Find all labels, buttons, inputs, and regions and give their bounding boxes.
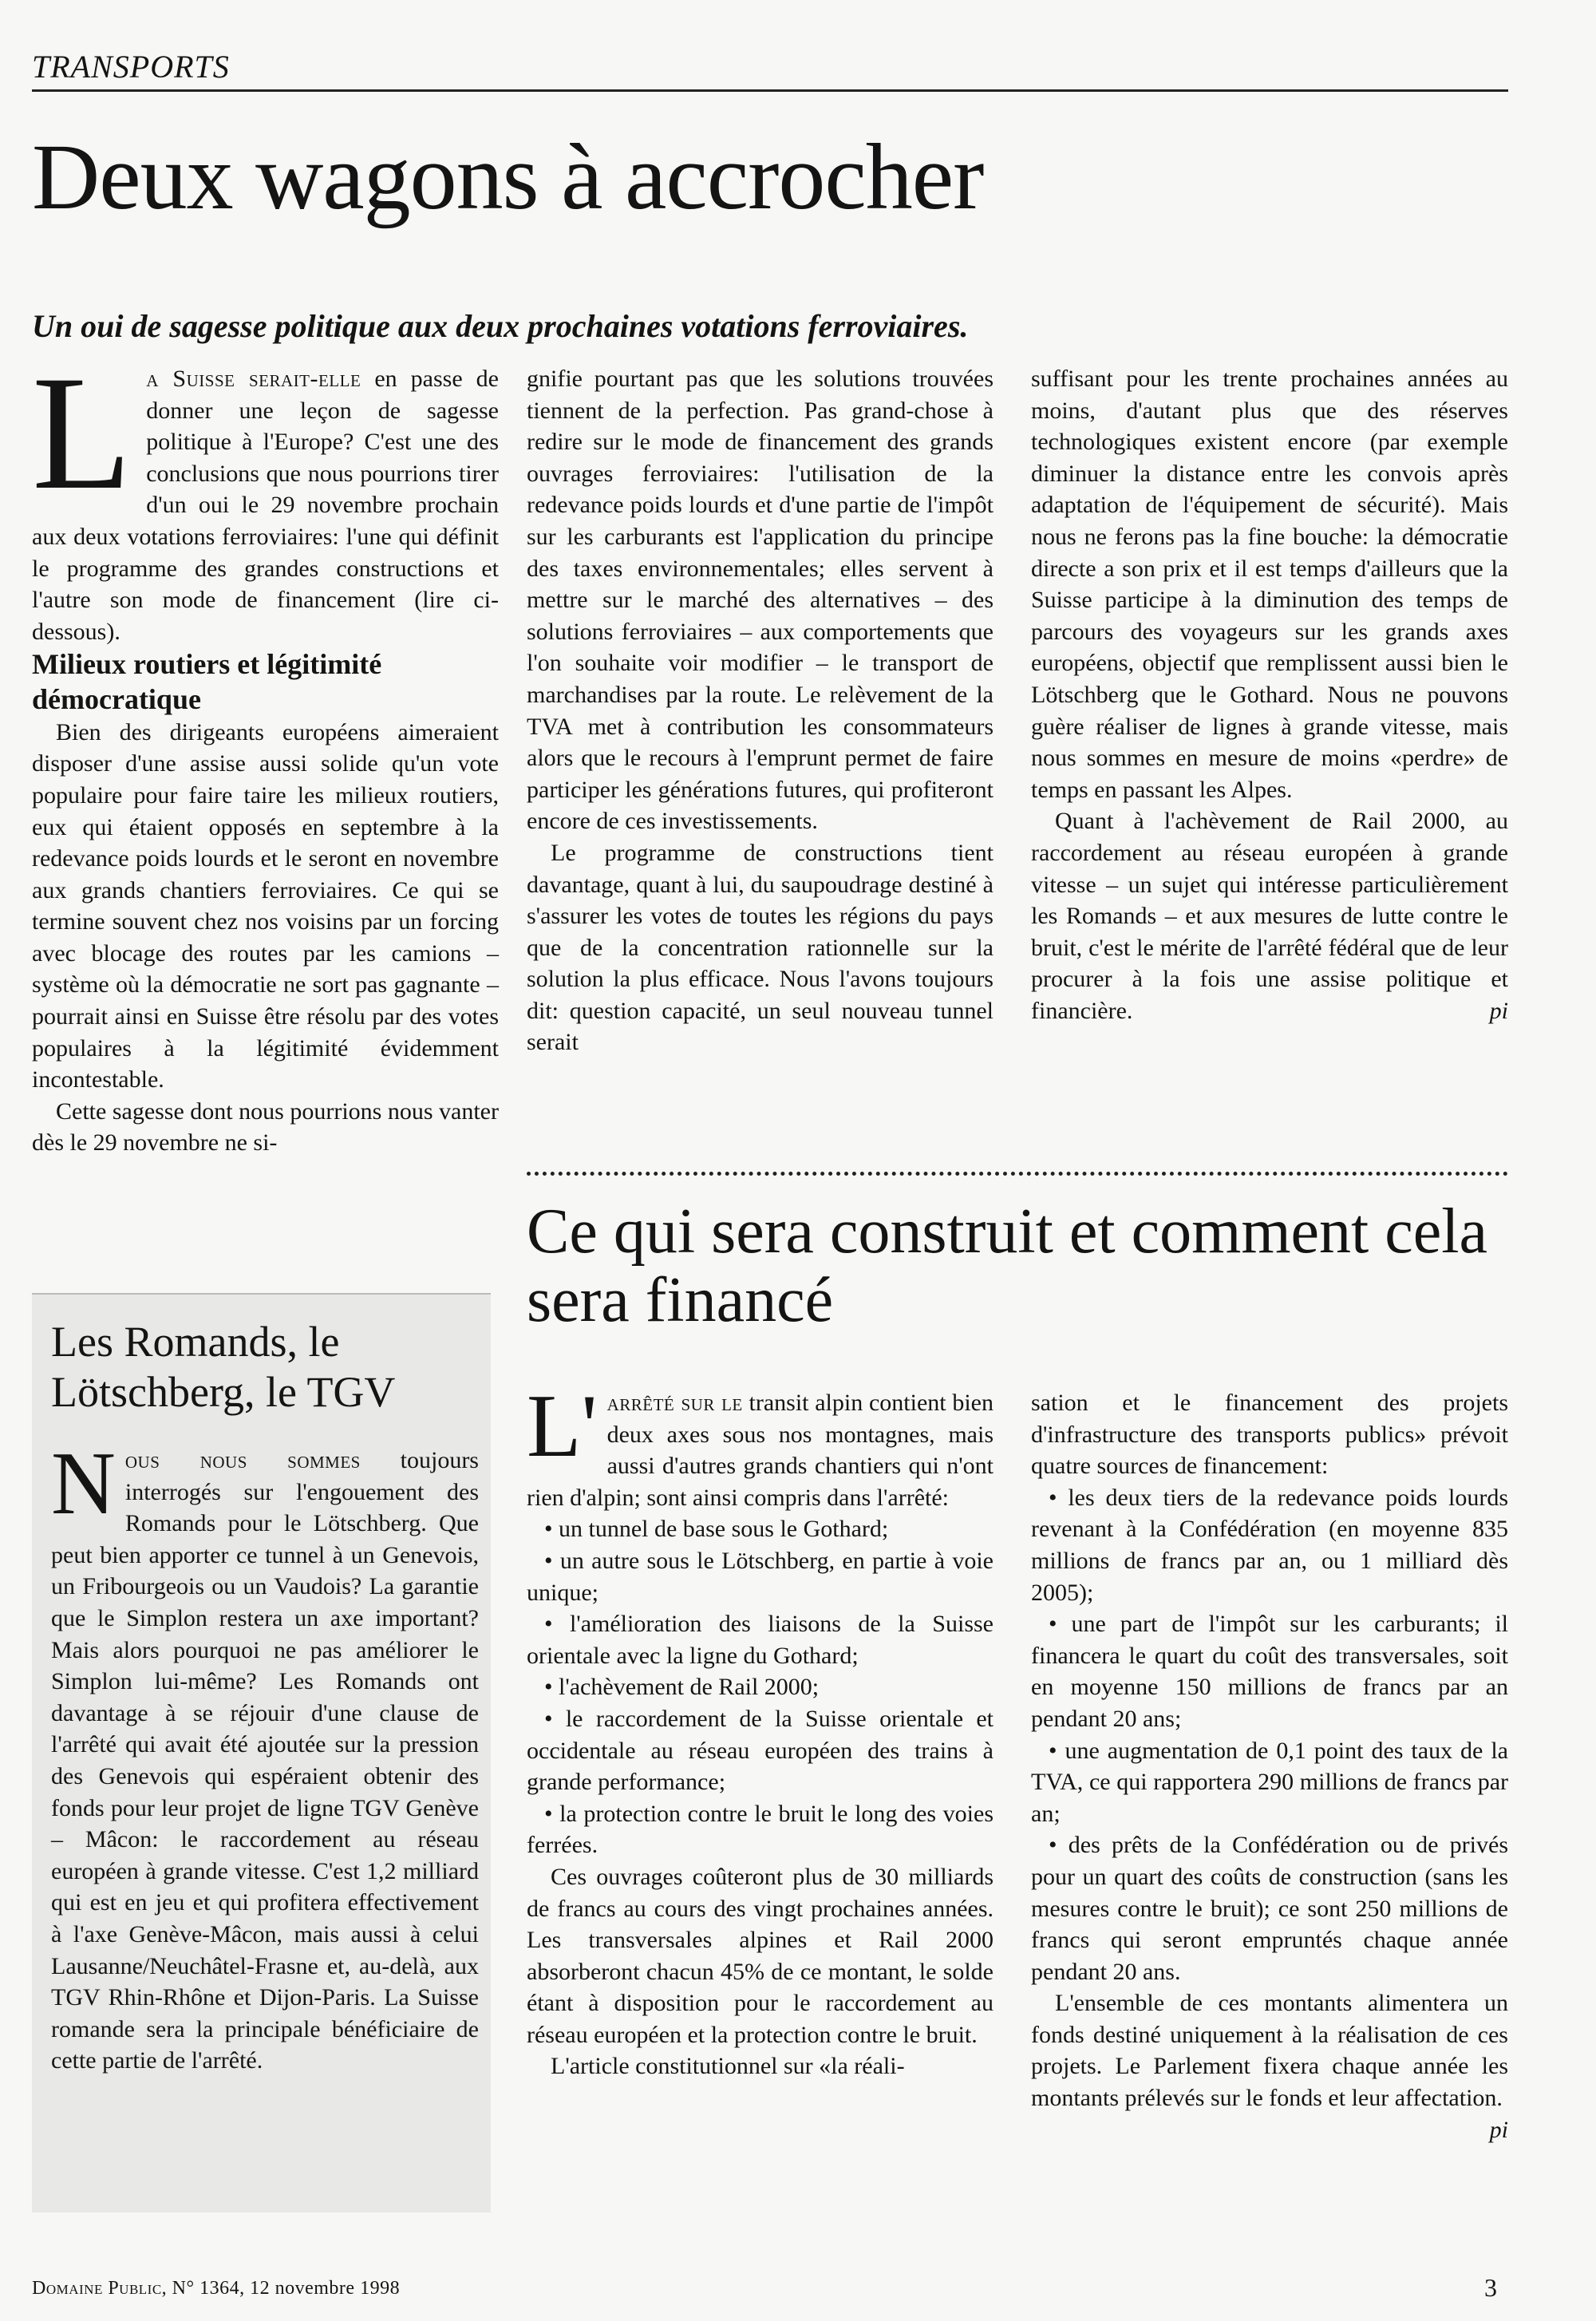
- lead-smallcaps: a Suisse serait-elle: [146, 366, 361, 392]
- article1-subheading: Milieux routiers et légitimité démocratique: [32, 648, 382, 715]
- article1-paragraph-3b: gnifie pourtant pas que les solutions trouvées tiennent de la perfection. Pas grand-chose à redire sur le mode de financement des grands ouvrages ferroviaires: l'utilisation de la redevance poids lourds et d'une partie de l'impôt sur les carburants est l'application du principe des taxes environnementales; elles servent à mettre sur le marché des alternatives – des solutions ferroviaires – aux comportements que l'on souhaite voir modifier – le transport de marchandises par la route. Le relèvement de la TVA met à contribution les consommateurs alors que le recours à l'emprunt permet de faire participer les générations futures, qui profiteront encore de ces investissements.: [527, 366, 994, 835]
- dropcap: L: [32, 342, 132, 524]
- list-item: • un tunnel de base sous le Gothard;: [544, 1516, 889, 1543]
- article2-paragraph-2: Ces ouvrages coûteront plus de 30 milliards de francs au cours des vingt prochaines années. Les transversales alpines et Rail 2000 absorberont chacun 45% de ce montant, le solde étant à disposition pour le raccordement au réseau européen et la protection contre le bruit.: [527, 1863, 994, 2048]
- article2-paragraph-4: L'ensemble de ces montants alimentera un fonds destiné uniquement à la réalisation de ces projets. Le Parlement fixera chaque année les montants prélevés sur le fonds et leur affectation. pi: [1031, 1987, 1508, 2113]
- sidebar-lead-smallcaps: ous nous sommes: [124, 1447, 361, 1473]
- article2-column-2: [1031, 1387, 1508, 2145]
- article2-title: Ce qui sera construit et comment cela sera financé: [527, 1196, 1488, 1336]
- article1-paragraph-2: Bien des dirigeants européens aimeraient disposer d'une assise aussi solide qu'un vote populaire pour faire taire les milieux routiers, eux qui étaient opposés en septembre à la redevance poids lourds et le seront en novembre aux grands chantiers ferroviaires. Ce qui se termine souvent chez nos voisins par un forcing avec blocage des routes par les camions – système où la démocratie ne sort pas gagnante – pourrait ainsi en Suisse être résolu par des votes populaires à la légitimité évidemment incontestable.: [32, 718, 499, 1093]
- article1-paragraph-1: La Suisse serait-elle en passe de donner une leçon de sagesse politique à l'Europe? C'est une des conclusions que nous pourrions tirer d'un oui le 29 novembre prochain aux deux votations ferroviaires: l'une qui définit le programme des grandes constructions et l'autre son mode de financement (lire ci-dessous).: [32, 342, 499, 645]
- article2-column-1: L' arrêté sur le transit alpin contient bien deux axes sous nos montagnes, mais aussi d'autres grands chantiers qui n'ont rien d'alpin; sont ainsi compris dans l'arrêté: • un tunnel de base sous le Gothard; • un autre sous le Lötschberg, en partie à voie unique; • l'amélioration des liaisons de la Suisse orientale avec la ligne du Gothard; • l'achèvement de Rail 2000; • le raccordement de la Suisse orientale et occidentale au réseau européen des trains à grande performance; • la protection contre le bruit le long des voies ferrées. Ces ouvrages coûteront plus de 30 milliards de francs au cours des vingt prochaines années. Les transversales alpines et Rail 2000 absorberont chacun 45% de ce montant, le solde étant à disposition pour le raccordement au réseau européen et la protection contre le bruit. L'article constitutionnel sur «la réali-: [527, 1387, 994, 2082]
- article2-dropcap: L': [527, 1377, 598, 1476]
- list-item: • l'amélioration des liaisons de la Suisse orientale avec la ligne du Gothard;: [527, 1611, 994, 1669]
- list-item: • le raccordement de la Suisse orientale et occidentale au réseau européen des trains à grande performance;: [527, 1705, 994, 1796]
- sidebar-text: Nous nous sommes toujours interrogés sur l'engouement des Romands pour le Lötschberg. Que peut bien apporter ce tunnel à un Genevois, un Fribourgeois ou un Vaudois? La garantie que le Simplon restera un axe important? Mais alors pourquoi ne pas améliorer le Simplon lui-même? Les Romands ont davantage à se réjouir d'une clause de l'arrêté qui avait été ajoutée sur la pression des Genevois qui espéraient obtenir des fonds pour leur projet de ligne TGV Genève – Mâcon: le raccordement au réseau européen à grande vitesse. C'est 1,2 milliard qui est en jeu et qui profitera effectivement à l'axe Genève-Mâcon, mais aussi à celui Lausanne/Neuchâtel-Frasne et, au-delà, aux TGV Rhin-Rhône et Dijon-Paris. La Suisse romande sera la principale bénéficiaire de cette partie de l'arrêté.: [51, 1434, 479, 2074]
- article2-paragraph-3b: sation et le financement des projets d'infrastructure des transports publics» prévoit quatre sources de financement:: [1031, 1390, 1508, 1480]
- article1-paragraph-5: Quant à l'achèvement de Rail 2000, au raccordement au réseau européen à grande vitesse – un sujet qui intéresse particulièrement les Romands – et aux mesures de lutte contre le bruit, c'est le mérite de l'arrêté fédéral que de leur procurer à la fois une assise politique et financière. pi: [1031, 805, 1508, 1026]
- list-item: • la protection contre le bruit le long des voies ferrées.: [527, 1800, 994, 1859]
- list-item: • des prêts de la Confédération ou de privés pour un quart des coûts de construction (sans les mesures contre le bruit); ce sont 250 millions de francs qui seront empruntés chaque année pendant 20 ans.: [1031, 1832, 1508, 1985]
- article1-column-3: [1031, 363, 1508, 1026]
- article2-paragraph-3a: L'article constitutionnel sur «la réali-: [551, 2053, 905, 2080]
- subtitle: Un oui de sagesse politique aux deux prochaines votations ferroviaires.: [32, 308, 969, 344]
- article1-paragraph-3a: Cette sagesse dont nous pourrions nous vanter dès le 29 novembre ne si-: [32, 1097, 499, 1157]
- footer-publication: Domaine Public, N° 1364, 12 novembre 1998: [32, 2278, 401, 2299]
- signature: pi: [1489, 997, 1508, 1024]
- article1-paragraph-4b: suffisant pour les trente prochaines années au moins, d'autant plus que des réserves technologiques existent encore (par exemple diminuer la distance entre les convois après adaptation de l'équipement de sécurité). Mais nous ne ferons pas la fine bouche: la démocratie directe a son prix et il est temps d'ailleurs que la Suisse participe à la diminution des temps de parcours des voyageurs sur les grands axes européens, objectif que remplissent aussi bien le Lötschberg que le Gothard. Nous ne pouvons guère réaliser de lignes à grande vitesse, mais nous sommes en mesure de moins «perdre» de temps en passant les Alpes.: [1031, 366, 1508, 803]
- article1-paragraph-4: Le programme de constructions tient davantage, quant à lui, du saupoudrage destiné à s'assurer les votes de toutes les régions du pays que de la concentration rationnelle sur la solution la plus efficace. Nous l'avons toujours dit: question capacité, un seul nouveau tunnel serait: [527, 839, 994, 1056]
- list-item: • une augmentation de 0,1 point des taux de la TVA, ce qui rapportera 290 millions de francs par an;: [1031, 1737, 1508, 1827]
- dotted-divider: [527, 1172, 1508, 1176]
- article2-lead-smallcaps: arrêté sur le: [606, 1390, 743, 1416]
- sidebar-dropcap: N: [51, 1434, 116, 1533]
- page-title: Deux wagons à accrocher: [32, 125, 984, 229]
- article2-signature: pi: [1489, 2116, 1508, 2143]
- section-label: TRANSPORTS: [32, 49, 230, 85]
- list-item: • l'achèvement de Rail 2000;: [544, 1674, 820, 1701]
- list-item: • les deux tiers de la redevance poids lourds revenant à la Confédération (en moyenne 835 millions de francs par an, ou 1 milliard dès 2005);: [1031, 1484, 1508, 1606]
- sidebar-title: Les Romands, le Lötschberg, le TGV: [51, 1318, 396, 1416]
- article1-column-1: [32, 342, 499, 1159]
- page-number: 3: [1484, 2273, 1497, 2302]
- list-item: • une part de l'impôt sur les carburants; il financera le quart du coût des transversales, soit en moyenne 150 millions de francs par an pendant 20 ans;: [1031, 1611, 1508, 1732]
- list-item: • un autre sous le Lötschberg, en partie à voie unique;: [527, 1547, 994, 1606]
- article1-column-2: [527, 363, 994, 1058]
- section-rule: [32, 89, 1508, 92]
